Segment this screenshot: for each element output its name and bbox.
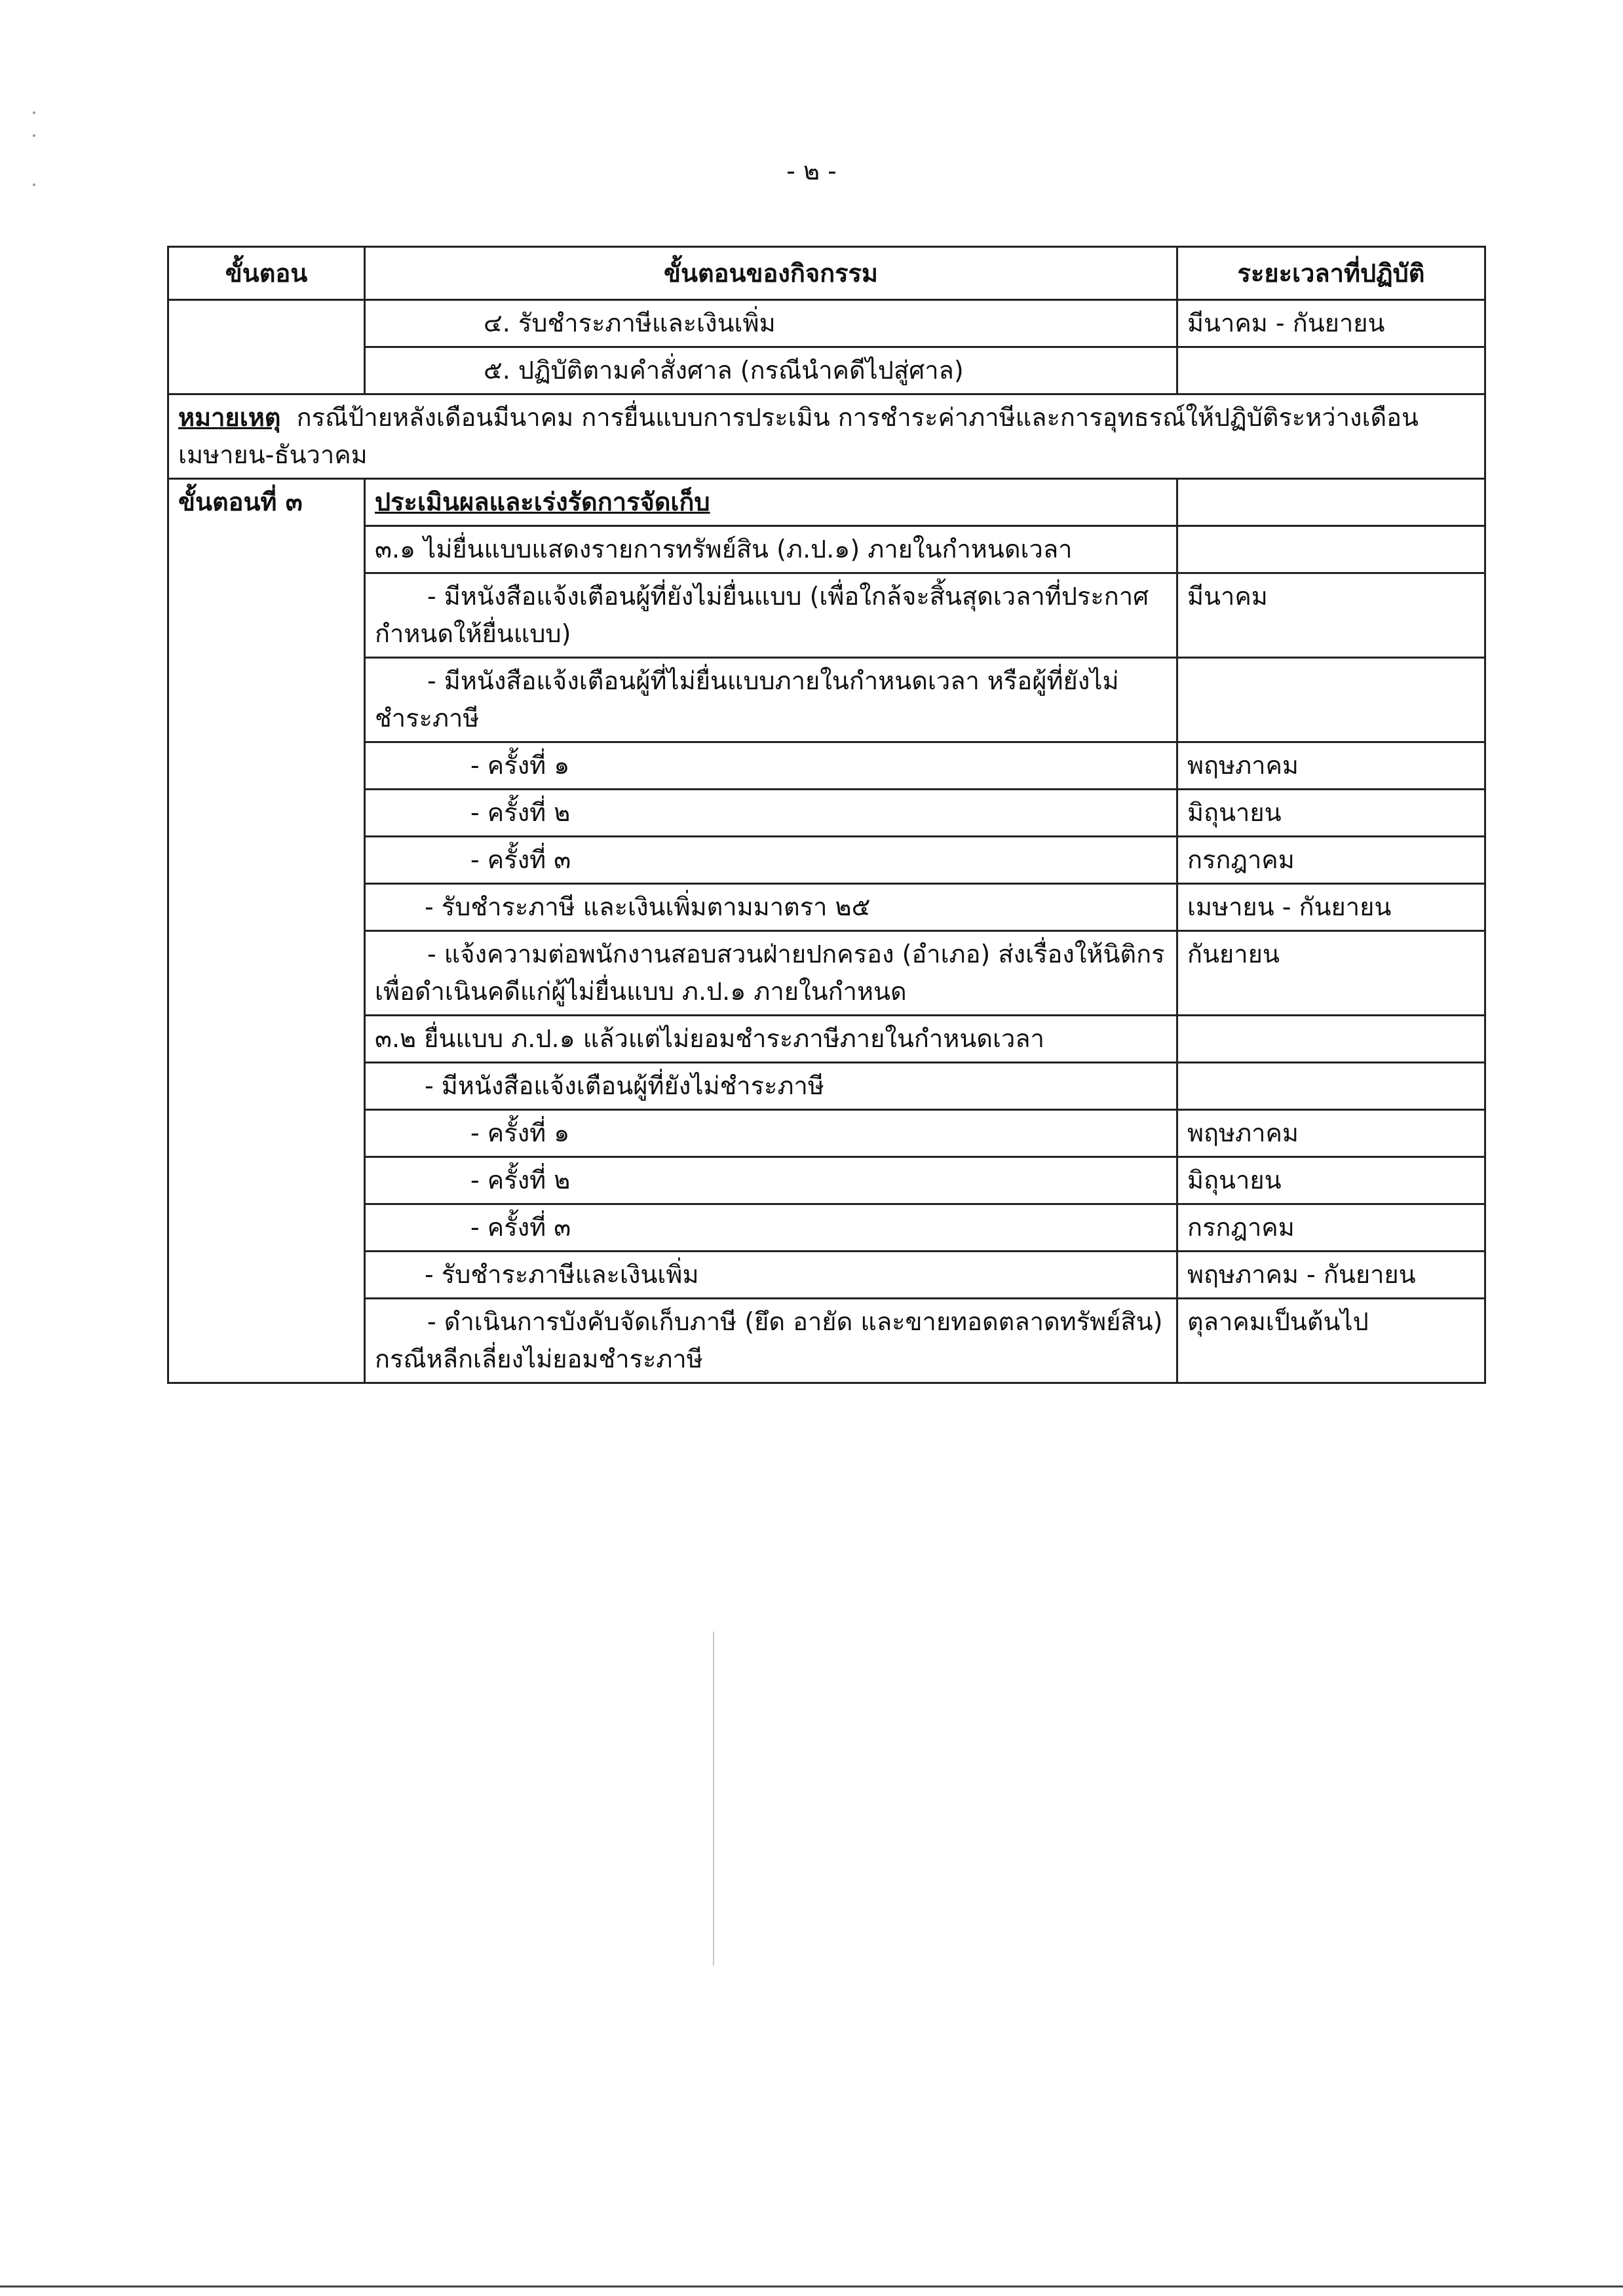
period-cell bbox=[1177, 526, 1485, 573]
period-cell: พฤษภาคม bbox=[1177, 742, 1485, 790]
note-text: กรณีป้ายหลังเดือนมีนาคม การยื่นแบบการประเมิน การชำระค่าภาษีและการอุทธรณ์ให้ปฏิบัติระหว่างเดือนเมษายน-ธันวาคม bbox=[178, 403, 1419, 469]
activity-cell: - ครั้งที่ ๑ bbox=[365, 742, 1177, 790]
table-row bbox=[168, 1063, 1485, 1110]
header-step: ขั้นตอน bbox=[168, 247, 365, 300]
scan-mark bbox=[33, 111, 35, 114]
table-row bbox=[168, 573, 1485, 658]
activity-cell: - ครั้งที่ ๓ bbox=[365, 837, 1177, 884]
table-row bbox=[168, 884, 1485, 931]
table-row bbox=[168, 790, 1485, 837]
activity-cell: ๕. ปฏิบัติตามคำสั่งศาล (กรณีนำคดีไปสู่ศาล) bbox=[365, 347, 1177, 394]
activity-cell: - ดำเนินการบังคับจัดเก็บภาษี (ยึด อายัด และขายทอดตลาดทรัพย์สิน) กรณีหลีกเลี่ยงไม่ยอมชำระภาษี bbox=[365, 1299, 1177, 1383]
activity-cell: ๓.๑ ไม่ยื่นแบบแสดงรายการทรัพย์สิน (ภ.ป.๑) ภายในกำหนดเวลา bbox=[365, 526, 1177, 573]
period-cell: กรกฎาคม bbox=[1177, 837, 1485, 884]
activity-cell: - มีหนังสือแจ้งเตือนผู้ที่ยังไม่ชำระภาษี bbox=[365, 1063, 1177, 1110]
table-row bbox=[168, 1299, 1485, 1383]
note-cell bbox=[168, 394, 1485, 479]
activity-cell: - รับชำระภาษี และเงินเพิ่มตามมาตรา ๒๕ bbox=[365, 884, 1177, 931]
header-period: ระยะเวลาที่ปฏิบัติ bbox=[1177, 247, 1485, 300]
table-row bbox=[168, 300, 1485, 347]
table-row bbox=[168, 931, 1485, 1016]
table-row bbox=[168, 837, 1485, 884]
period-cell bbox=[1177, 347, 1485, 394]
table-row bbox=[168, 742, 1485, 790]
table-row bbox=[168, 1110, 1485, 1157]
period-cell bbox=[1177, 1063, 1485, 1110]
activity-cell: - รับชำระภาษีและเงินเพิ่ม bbox=[365, 1252, 1177, 1299]
activity-cell: - ครั้งที่ ๒ bbox=[365, 1157, 1177, 1204]
period-cell: มีนาคม - กันยายน bbox=[1177, 300, 1485, 347]
period-cell: พฤษภาคม bbox=[1177, 1110, 1485, 1157]
table-row bbox=[168, 1157, 1485, 1204]
activity-cell: - ครั้งที่ ๒ bbox=[365, 790, 1177, 837]
schedule-table bbox=[167, 246, 1486, 1384]
table-row bbox=[168, 658, 1485, 742]
fold-line bbox=[713, 1632, 714, 1966]
note-label: หมายเหตุ bbox=[178, 403, 281, 432]
page-edge-line bbox=[0, 2286, 1623, 2287]
activity-cell: ๔. รับชำระภาษีและเงินเพิ่ม bbox=[365, 300, 1177, 347]
period-cell: มิถุนายน bbox=[1177, 1157, 1485, 1204]
period-cell: มิถุนายน bbox=[1177, 790, 1485, 837]
step-label: ขั้นตอนที่ ๓ bbox=[168, 479, 365, 1383]
period-cell bbox=[1177, 658, 1485, 742]
table-row bbox=[168, 1016, 1485, 1063]
activity-cell: - แจ้งความต่อพนักงานสอบสวนฝ่ายปกครอง (อำเภอ) ส่งเรื่องให้นิติกร เพื่อดำเนินคดีแก่ผู้ไม่ยื่นแบบ ภ.ป.๑ ภายในกำหนด bbox=[365, 931, 1177, 1016]
period-cell: กรกฎาคม bbox=[1177, 1204, 1485, 1252]
activity-cell: - ครั้งที่ ๑ bbox=[365, 1110, 1177, 1157]
table-row bbox=[168, 1204, 1485, 1252]
table-row bbox=[168, 479, 1485, 526]
period-cell: กันยายน bbox=[1177, 931, 1485, 1016]
table-row bbox=[168, 1252, 1485, 1299]
activity-cell bbox=[365, 479, 1177, 526]
period-cell: ตุลาคมเป็นต้นไป bbox=[1177, 1299, 1485, 1383]
activity-cell: - มีหนังสือแจ้งเตือนผู้ที่ไม่ยื่นแบบภายในกำหนดเวลา หรือผู้ที่ยังไม่ชำระภาษี bbox=[365, 658, 1177, 742]
page-number: - ๒ - bbox=[786, 157, 837, 185]
period-cell bbox=[1177, 1016, 1485, 1063]
activity-cell: - ครั้งที่ ๓ bbox=[365, 1204, 1177, 1252]
activity-cell: - มีหนังสือแจ้งเตือนผู้ที่ยังไม่ยื่นแบบ (เพื่อใกล้จะสิ้นสุดเวลาที่ประกาศกำหนดให้ยื่นแบบ) bbox=[365, 573, 1177, 658]
header-activity: ขั้นตอนของกิจกรรม bbox=[365, 247, 1177, 300]
period-cell bbox=[1177, 479, 1485, 526]
section-title: ประเมินผลและเร่งรัดการจัดเก็บ bbox=[375, 488, 710, 516]
table-row bbox=[168, 526, 1485, 573]
table-header-row bbox=[168, 247, 1485, 300]
activity-cell: ๓.๒ ยื่นแบบ ภ.ป.๑ แล้วแต่ไม่ยอมชำระภาษีภายในกำหนดเวลา bbox=[365, 1016, 1177, 1063]
note-row bbox=[168, 394, 1485, 479]
scan-mark bbox=[33, 134, 35, 137]
period-cell: มีนาคม bbox=[1177, 573, 1485, 658]
period-cell: เมษายน - กันยายน bbox=[1177, 884, 1485, 931]
period-cell: พฤษภาคม - กันยายน bbox=[1177, 1252, 1485, 1299]
table-row bbox=[168, 347, 1485, 394]
step-cell-empty bbox=[168, 300, 365, 394]
